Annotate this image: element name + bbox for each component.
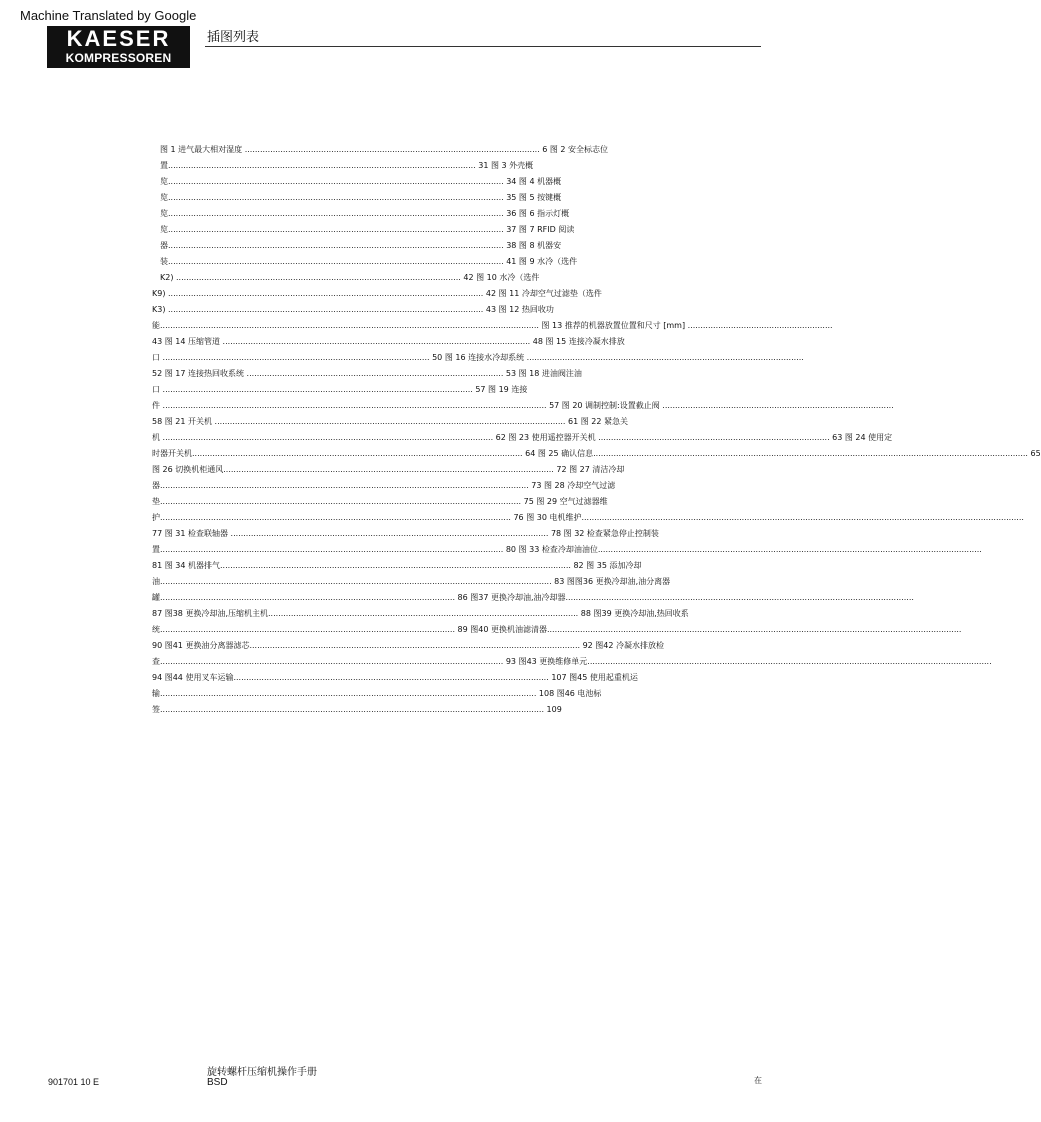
figure-list-line: 90 图41 更换油分离器滤芯.................................................................................................................................. 92 图42 冷凝水排放检	[152, 641, 665, 650]
figure-list-line: 输.................................................................................................................................................... 108 图46 电池标	[152, 689, 602, 698]
figure-list-line: K2) ................................................................................................................ 42 图 10 水冷（选件	[160, 273, 540, 282]
figure-list-line: 87 图38 更换冷却油,压缩机主机.......................................................................................................................... 88 图39 更换冷却油,热回收系	[152, 609, 689, 618]
figure-list-line: 览.................................................................................................................................... 35 图 5 按键概	[160, 193, 562, 202]
figure-list-line: 口 .......................................................................................................................... 57 图 19 连接	[152, 385, 528, 394]
figure-list-line: 58 图 21 开关机 .......................................................................................................................................... 61 图 22 紧急关	[152, 417, 628, 426]
footer-manual-title: 旋转螺杆压缩机操作手册	[207, 1067, 317, 1078]
footer-page-marker: 在	[754, 1076, 762, 1085]
page-title: 插图列表	[207, 30, 260, 45]
figure-list-line: K9) ............................................................................................................................ 42 图 11 冷却空气过滤垫（选件	[152, 289, 602, 298]
figure-list-line: 77 图 31 检查联轴器 ............................................................................................................................. 78 图 32 检查紧急停止控制装	[152, 529, 659, 538]
logo-line1: KAESER	[66, 26, 171, 51]
footer-model: BSD	[207, 1077, 228, 1088]
figure-list-line: 43 图 14 压缩管道 ......................................................................................................................... 48 图 15 连接冷凝水排放	[152, 337, 625, 346]
figure-list-line: 置......................................................................................................................... 31 图 3 外壳概	[160, 161, 534, 170]
figure-list-line: 览.................................................................................................................................... 37 图 7 RFID 阅读	[160, 225, 575, 234]
figure-list-line: 罐.................................................................................................................... 86 图37 更换冷却油,油冷却器.........................................................................................................................................	[152, 593, 914, 602]
figure-list-line: 器................................................................................................................................................. 73 图 28 冷却空气过滤	[152, 481, 616, 490]
figure-list-line: K3) ............................................................................................................................ 43 图 12 热回收功	[152, 305, 554, 314]
figure-list-line: 机 .................................................................................................................................. 62 图 23 使用遥控器开关机 ........................................................................................... 63 图 24 使用定	[152, 433, 893, 442]
footer-doc-number: 901701 10 E	[48, 1077, 100, 1087]
figure-list-line: 装.................................................................................................................................... 41 图 9 水冷（选件	[160, 257, 578, 266]
figure-list-line: 能..................................................................................................................................................... 图 13 推荐的机器放置位置和尺寸 [mm] .........................................................	[152, 321, 833, 330]
figure-list-line: 油.......................................................................................................................................................... 83 图图36 更换冷却油,油分离器	[152, 577, 671, 586]
figure-list-line: 器.................................................................................................................................... 38 图 8 机器安	[160, 241, 562, 250]
figure-list-line: 口 ......................................................................................................... 50 图 16 连接水冷却系统 .............................................................................................................	[152, 353, 804, 362]
header-divider	[205, 46, 761, 47]
figure-list-line: 图 26 切换机柜通风.................................................................................................................................. 72 图 27 清洁冷却	[152, 465, 625, 474]
figure-list-line: 件 ....................................................................................................................................................... 57 图 20 调制控制:设置截止阀 ...........................................................................................	[152, 401, 894, 410]
figure-list-line: 查....................................................................................................................................... 93 图43 更换维修单元...............................................................................................................................................................	[152, 657, 992, 666]
figure-list-line: 81 图 34 机器排气.......................................................................................................................................... 82 图 35 添加冷却	[152, 561, 642, 570]
logo-line2: KOMPRESSOREN	[65, 51, 172, 65]
machine-translated-watermark: Machine Translated by Google	[20, 8, 197, 23]
figure-list-line: 签....................................................................................................................................................... 109	[152, 705, 562, 714]
figure-list-line: 览.................................................................................................................................... 34 图 4 机器概	[160, 177, 562, 186]
figure-list-line: 时器开关机.................................................................................................................................. 64 图 25 确认信息........................................................................................................................................................................... 65	[152, 449, 1041, 458]
figure-list-line: 置....................................................................................................................................... 80 图 33 检查冷却油油位.......................................................................................................................................................	[152, 545, 982, 554]
figure-list-line: 览.................................................................................................................................... 36 图 6 指示灯概	[160, 209, 570, 218]
figure-list-line: 统.................................................................................................................... 89 图40 更换机油滤清器...................................................................................................................................................................	[152, 625, 962, 634]
figure-list-line: 图 1 进气最大相对湿度 .................................................................................................................... 6 图 2 安全标志位	[160, 145, 609, 154]
kaeser-logo	[47, 26, 190, 68]
figure-list-line: 垫.............................................................................................................................................. 75 图 29 空气过滤器维	[152, 497, 608, 506]
figure-list-line: 52 图 17 连接热回收系统 ..................................................................................................... 53 图 18 进油阀注油	[152, 369, 582, 378]
figure-list-line: 94 图44 使用叉车运输............................................................................................................................ 107 图45 使用起重机运	[152, 673, 638, 682]
figure-list-line: 护.......................................................................................................................................... 76 图 30 电机维护..............................................................................................................................................................................	[152, 513, 1024, 522]
